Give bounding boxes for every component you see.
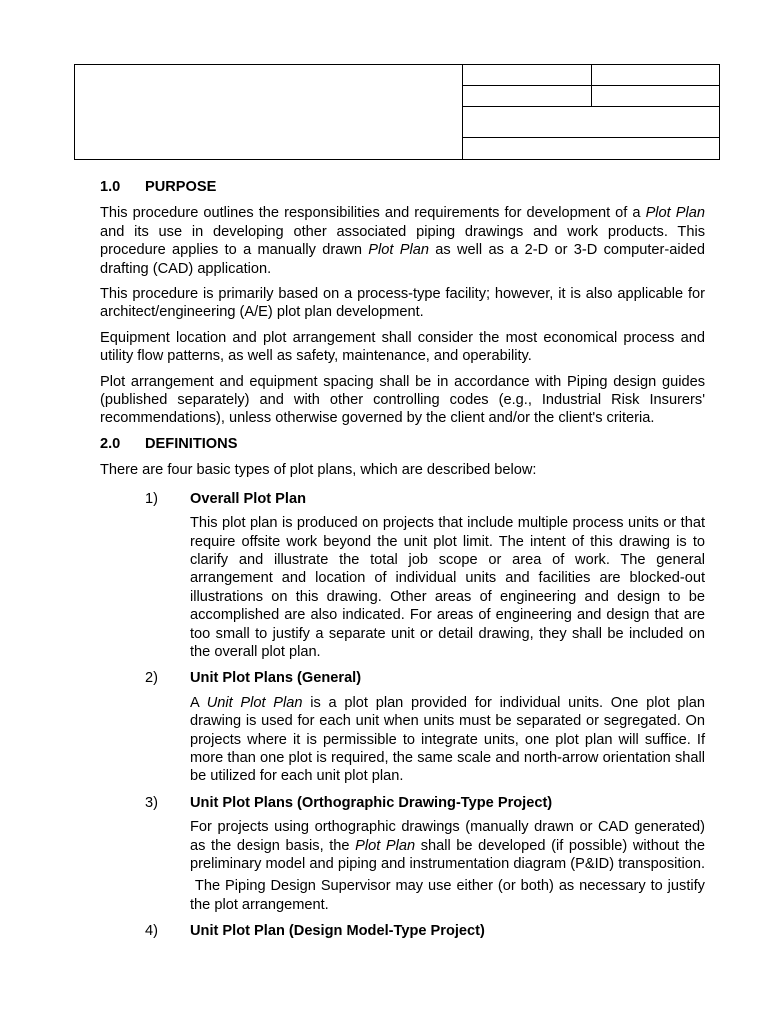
section-number: 1.0 xyxy=(100,179,121,195)
section-number: 2.0 xyxy=(100,435,121,452)
text-run: as well as a 2-D or 3-D computer-aided drafting (CAD) application. xyxy=(100,242,705,277)
italic-term: Plot Plan xyxy=(368,242,429,259)
text-run: is a plot plan provided for individual units. One plot plan drawing is used for each unit when units must be separated or segregated. On projects where it is permissible to integrate units, one plot plan will suffice. If more than one plot is required, the same scale and north-arrow orientation shall be utilized for each unit plot plan. xyxy=(190,694,706,785)
section-title: PURPOSE xyxy=(145,179,217,195)
item-paragraph xyxy=(190,818,705,873)
definition-item-unit-plot-plans-orthographic xyxy=(100,794,710,914)
text-run: For projects using orthographic drawings (manually drawn or CAD generated) as the design basis, the xyxy=(190,819,705,854)
item-paragraph: This plot plan is produced on projects that include multiple process units or that require offsite work beyond the unit plot limit. The intent of this drawing is to clarify and illustrate the total job scope or area of work. The general arrangement and location of individual units and facilities are blocked-out illustrations on this drawing. Other areas of engineering and design to be accomplished are also indicated. For areas of engineering and design that are too small to justify a separate unit or detail drawing, they shall be included on the overall plot plan. xyxy=(190,515,705,660)
header-column-divider xyxy=(591,65,592,107)
italic-term: Plot Plan xyxy=(355,837,416,854)
item-body xyxy=(190,818,710,914)
item-title: Unit Plot Plans (General) xyxy=(190,670,362,687)
item-number: 3) xyxy=(145,794,158,811)
definition-item-overall-plot-plan xyxy=(100,490,705,662)
item-number: 1) xyxy=(145,490,158,507)
text-run: This procedure outlines the responsibilities and requirements for development of a xyxy=(100,205,646,222)
purpose-paragraph-2: This procedure is primarily based on a process-type facility; however, it is also applicable for architect/engineering (A/E) plot plan development. xyxy=(100,286,705,321)
item-number: 2) xyxy=(145,670,158,687)
purpose-paragraph-3: Equipment location and plot arrangement shall consider the most economical process and utility flow patterns, as well as safety, maintenance, and operability. xyxy=(100,329,705,365)
text-run: and its use in developing other associated piping drawings and work products. This procedure applies to a manually drawn xyxy=(100,223,705,259)
purpose-paragraph-1 xyxy=(100,204,705,278)
item-body xyxy=(190,694,705,786)
header-row-3 xyxy=(463,107,719,138)
italic-term: Unit Plot Plan xyxy=(206,694,303,711)
item-body xyxy=(190,514,705,661)
definitions-intro: There are four basic types of plot plans, which are described below: xyxy=(100,462,537,479)
item-paragraph xyxy=(190,694,705,786)
item-title: Unit Plot Plans (Orthographic Drawing-Type Project) xyxy=(190,794,553,811)
item-paragraph-2: The Piping Design Supervisor may use either (or both) as necessary to justify the plot arrangement. xyxy=(190,878,710,913)
header-info-grid xyxy=(462,65,719,159)
definition-item-unit-plot-plans-general xyxy=(100,669,705,785)
section-title: DEFINITIONS xyxy=(145,435,238,452)
item-number: 4) xyxy=(145,923,158,940)
text-run: shall be developed (if possible) without the preliminary model and piping and instrumentation diagram (P&ID) transposition. xyxy=(190,837,705,872)
purpose-paragraph-4: Plot arrangement and equipment spacing shall be in accordance with Piping design guides (published separately) and with other controlling codes (e.g., Industrial Risk Insurers' recommendations), unless otherwise governed by the client and/or the client's criteria. xyxy=(100,373,705,427)
definition-item-unit-plot-plan-design-model xyxy=(100,922,705,940)
italic-term: Plot Plan xyxy=(645,205,705,222)
item-title: Unit Plot Plan (Design Model-Type Project) xyxy=(190,923,485,940)
section-heading-purpose xyxy=(100,178,705,196)
section-heading-definitions xyxy=(100,435,705,453)
document-body xyxy=(100,178,710,949)
text-run: A xyxy=(190,694,207,711)
document-header-box xyxy=(74,64,720,160)
item-title: Overall Plot Plan xyxy=(190,490,306,507)
